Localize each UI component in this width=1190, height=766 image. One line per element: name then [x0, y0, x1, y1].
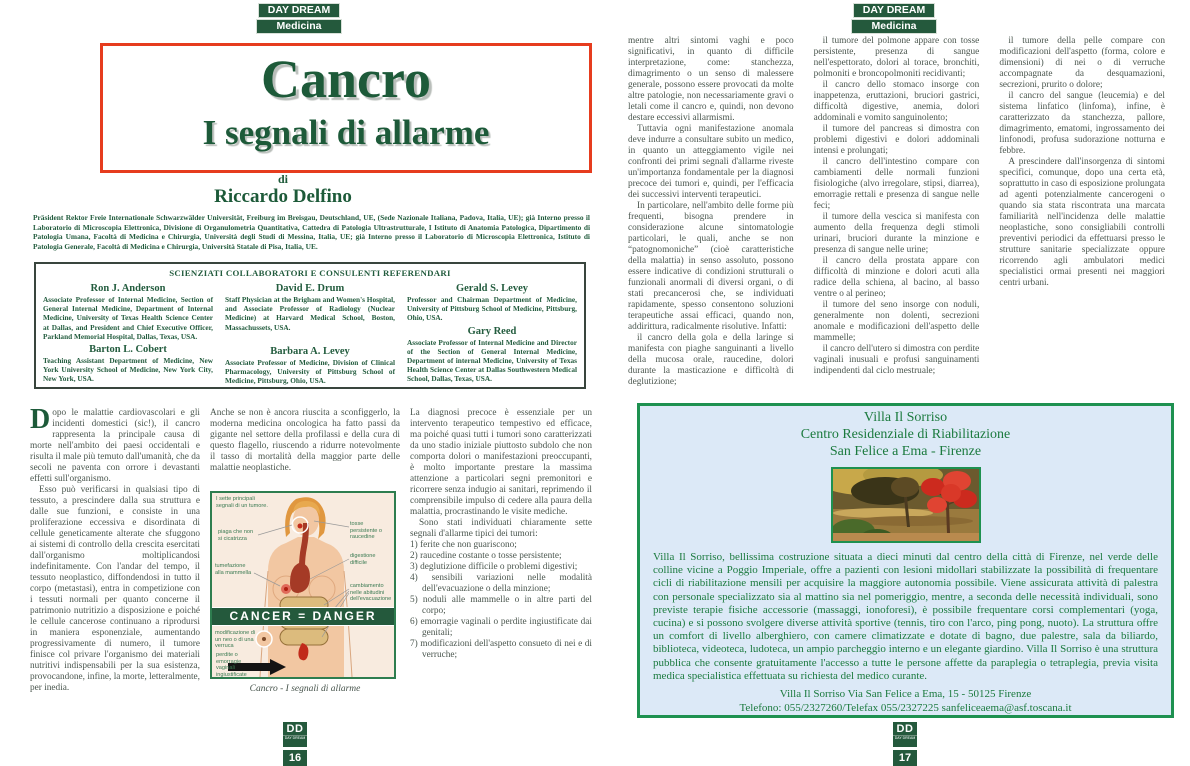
list-item: 3) deglutizione difficile o problemi digestivi; — [410, 562, 578, 572]
brand-badge: DAY DREAM — [853, 3, 935, 18]
scientist-name: Barbara A. Levey — [270, 345, 350, 357]
paragraph: In particolare, nell'ambito delle forme più frequenti, bisogna prendere in considerazione alcune sintomatologie particolari, le quali, anche se non “patognomoniche” (cioè caratteristiche della malattia) in senso assoluto, possono essere indicative di condizioni strutturali o funzionali anormali di diversi organi, o di stati precancerosi che, se individuati rapidamente, spesso consentono soluzioni terapeutiche assai efficaci, quando non, addirittura, radicalmente risolutive. Infatti: — [628, 201, 794, 332]
byline-prefix: di — [277, 172, 288, 186]
figure-title: I sette principali segnali di un tumore. — [216, 496, 268, 509]
paragraph: il tumore del pancreas si dimostra con problemi digestivi e dolori addominali intensi e prolungati; — [813, 124, 980, 156]
scientist-name: David E. Drum — [275, 283, 345, 294]
figure-label: modificazione di un neo o di una verruca — [215, 630, 256, 650]
author-name: Riccardo Delfino — [214, 186, 352, 207]
left-column-1 — [30, 404, 201, 735]
article-subtitle: I segnali di allarme — [202, 113, 490, 152]
right-page-footer — [893, 722, 917, 766]
figure-label: tosse persistente o raucedine — [350, 521, 383, 541]
scientist-desc: Associate Professor of Medicine, Division of Clinical Pharmacology, University of Pittsburg School of Medicine, Pittsburg, Ohio, USA. — [225, 357, 395, 386]
figure-caption: Cancro - I segnali di allarme — [249, 684, 361, 694]
paragraph: il cancro della prostata appare con difficoltà di minzione e dolori acuti alla radice della schiena, al bacino, al basso ventre o al perineo; — [813, 256, 980, 299]
paragraph: il cancro dello stomaco insorge con inappetenza, eruttazioni, bruciori gastrici, difficoltà digestive, anemia, dolori addominali e vomito sanguinolento; — [813, 80, 980, 123]
figure-label: piaga che non si cicatrizza — [218, 529, 254, 542]
brand-badge: DAY DREAM — [258, 3, 340, 18]
figure-label: cambiamento nelle abitudini dell'evacuazione — [350, 583, 392, 603]
villa-garden-photo — [831, 467, 981, 543]
section-badge: Medicina — [256, 19, 342, 34]
article-title: Cancro — [261, 49, 431, 109]
dd-logo-sub: DAY DREAM — [284, 736, 306, 740]
list-item: 2) raucedine costante o tosse persistente; — [410, 551, 562, 561]
scientists-box — [34, 262, 586, 389]
article-body-left — [30, 404, 592, 735]
paragraph: Anche se non è ancora riuscita a sconfiggerlo, la moderna medicina oncologica ha fatto passi da gigante nel settore della profilassi e della cura di questo flagello, riuscendo a ridurre notevolmente il tasso di mortalità della maggior parte delle malattie neoplastiche. — [210, 408, 400, 473]
figure-label: perdite o emorragie vaginali ingiustificate — [216, 652, 247, 678]
paragraph: Sono stati individuati chiaramente sette segnali d'allarme tipici dei tumori: — [410, 518, 592, 539]
paragraph: mentre altri sintomi vaghi e poco significativi, in quanto di difficile interpretazione, come: stanchezza, dimagrimento o un senso di malessere generale, possono essere provocati da molte altre patologie, non necessariamente gravi o letali come il cancro e, quindi, non devono destare eccessivi allarmismi. — [628, 36, 794, 123]
paragraph: Tuttavia ogni manifestazione anomala deve indurre a consultare subito un medico, in quanto un atteggiamento vigile nei confronti dei primi segnali d'allarme riveste un'importanza fondamentale per la diagnosi precoce dei tumori e, quindi, per l'efficacia dei successivi interventi terapeutici. — [628, 124, 794, 200]
list-item: 4) sensibili variazioni nelle modalità dell'evacuazione o della minzione; — [410, 573, 592, 594]
figure-label: digestione difficile — [350, 553, 376, 566]
list-item: 6) emorragie vaginali o perdite ingiustificate dai genitali; — [410, 617, 592, 638]
villa-title: Villa Il Sorriso — [863, 410, 948, 425]
paragraph: il cancro dell'intestino compare con cambiamenti delle normali funzioni fisiologiche (alvo irregolare, stipsi, diarrea), emorragie rettali e presenza di sangue nelle feci; — [813, 157, 980, 211]
paragraph: il cancro dell'utero si dimostra con perdite vaginali inusuali e profusi sanguinamenti indipendenti dal ciclo mestruale; — [813, 344, 980, 376]
villa-il-sorriso-ad — [637, 403, 1174, 718]
author-credentials: Präsident Rektor Freie Internationale Schwarzwälder Universität, Freiburg im Breisgau, Deutschland, UE, (Sede Nazionale Italiana, Padova, Italia, UE); già Interno presso il Laboratorio di Microscopia Elettronica, Divisione di Organulometria Quantitativa, Cattedra di Patologia Ultrastrutturale, I Istituto di Anatomia Patologica, Dipartimento di Patologia Umana, Facoltà di Medicina e Chirurgia, Università degli Studi di Messina, Italia, UE; già Interno presso il Laboratorio di Microscopia Elettronica, Istituto di Patologia Generale, Facoltà di Medicina e Chirurgia, Università Statale di Pisa, Italia, UE. — [33, 213, 590, 251]
scientists-header: SCIENZIATI COLLABORATORI E CONSULENTI REFERENDARI — [169, 268, 451, 278]
list-item: 7) modificazioni dell'aspetto consueto di nei e di verruche; — [410, 639, 592, 660]
villa-address: Villa Il Sorriso Via San Felice a Ema, 15 - 50125 Firenze — [779, 688, 1032, 701]
scientists-col-3 — [407, 280, 577, 385]
left-column-3 — [410, 408, 592, 735]
scientist-desc: Staff Physician at the Brigham and Women's Hospital, and Associate Professor of Radiology (Nuclear Medicine) at Harvard Medical School, Boston, Massachussets, USA. — [225, 295, 395, 332]
dd-logo-abbr: DD — [896, 723, 914, 735]
warning-signs-figure — [210, 491, 396, 679]
dropcap: D — [30, 404, 51, 435]
list-item: 1) ferite che non guariscono; — [410, 540, 517, 550]
left-column-2 — [210, 408, 400, 735]
scientist-desc: Professor and Chairman Department of Medicine, University of Pittsburg School of Medicine, Pittsburg, Ohio, USA. — [407, 295, 577, 323]
scientist-name: Barton L. Cobert — [89, 344, 167, 356]
article-title-box — [100, 43, 592, 173]
scientist-name: Ron J. Anderson — [90, 283, 166, 294]
paragraph: il tumore della vescica si manifesta con aumento della frequenza degli stimoli urinari, bruciori durante la minzione e presenza di sangue nelle urine; — [813, 212, 980, 255]
scientists-col-1 — [43, 280, 213, 385]
page-number: 17 — [893, 750, 917, 766]
villa-contacts: Telefono: 055/2327260/Telefax 055/2327225 sanfeliceaema@asf.toscana.it — [739, 701, 1072, 714]
dd-logo — [283, 722, 307, 747]
paragraph: A prescindere dall'insorgenza di sintomi specifici, comunque, dopo una certa età, soprattutto in caso di esposizione prolungata ad agenti potenzialmente cancerogeni o quando sia stata riscontrata una marcata familiarità nell'incidenza delle malattie neoplastiche, sono consigliabili controlli preventivi periodici da effettuarsi presso le strutture sanitarie specializzate oppure ricorrendo agli ambulatori medici specialistici ormai presenti nei maggiori centri urbani. — [999, 157, 1165, 288]
cancer-danger-banner: CANCER = DANGER — [212, 607, 394, 626]
paragraph: il cancro del sangue (leucemia) e del sistema linfatico (linfoma), infine, è caratterizzato da stanchezza, pallore, dimagrimento, ematomi, ingrossamento dei linfonodi, profusa sudorazione notturna e febbre. — [999, 91, 1165, 156]
left-page-footer — [283, 722, 307, 766]
paragraph: Esso può verificarsi in qualsiasi tipo di tessuto, a prescindere dalla sua struttura e dalle sue funzioni, e consiste in una proliferazione eccessiva e disordinata di cellule geneticamente alterate che sfuggono ai sistemi di controllo della crescita esercitati dall'organismo moltiplicandosi indefinitamente. Con l'andar del tempo, il tessuto neoplastico, diffondendosi in tutto il corpo (metastasi), entra in competizione con i tessuti normali per quanto concerne il patrimonio nutritizio a disposizione e poiché le cellule cancerose continuano a riprodursi in maniera esponenziale, aumentando progressivamente di numero, il tumore finisce col privare l'organismo dei materiali nutritivi indispensabili per la sua esistenza, provocandone, infine, la morte, letteralmente, per inedia. — [30, 485, 200, 693]
villa-location: San Felice a Ema - Firenze — [829, 444, 982, 459]
page-number: 16 — [283, 750, 307, 766]
paragraph: il tumore del seno insorge con noduli, generalmente non dolenti, secrezioni anomale e modificazioni dell'aspetto delle mammelle; — [813, 300, 980, 343]
paragraph: opo le malattie cardiovascolari e gli incidenti domestici (sic!), il cancro rappresenta la principale causa di morte nell'ambito dei paesi occidentali e risulta il male più temuto dall'umanità, che da secoli ne paventa con orrore i devastanti effetti sull'organismo. — [30, 408, 201, 484]
byline — [28, 172, 538, 208]
scientists-col-2 — [225, 280, 395, 385]
dd-logo-abbr: DD — [286, 723, 304, 735]
villa-description: Villa Il Sorriso, bellissima costruzione situata a dieci minuti dal centro della città di Firenze, nel verde delle colline vicine a Poggio Imperiale, offre a pazienti con lesioni midollari stabilizzate la possibilità di frequentare cicli di riabilitazione mensili per acquisire la maggiore autonomia possibile. Viene assicurata attività di palestra con personale specializzato sia al mattino sia nel pomeriggio, mentre, a seconda delle necessità individuali, sono previste terapie fisiche accessorie (massaggi, ionoforesi), è possibile frequentare corsi complementari (yoga, cucina) e si possono svolgere diverse attività sportive (tennis, tiro con l'arco, ping pong, nuoto). La struttura offre un comfort di livello alberghiero, con camere climatizzate e dotate di bagno, due palestre, sala da biliardo, biblioteca, videoteca, ludoteca, un ampio parcheggio interno e un elegante giardino. Villa Il Sorriso è una struttura pubblica che consente gratuitamente l'accesso a tutte le persone affette da paraplegia o tetraplegia, previa visita medica specialistica effettuata su richiesta del medico curante. — [653, 551, 1158, 682]
figure-label: tumefazione alla mammella — [215, 563, 252, 576]
dd-logo-sub: DAY DREAM — [894, 736, 916, 740]
right-page — [610, 0, 1190, 766]
paragraph: il tumore del polmone appare con tosse persistente, presenza di sangue nell'espettorato, dolori al torace, bronchiti, polmoniti e broncopolmoniti recidivanti; — [813, 36, 980, 79]
villa-subtitle: Centro Residenziale di Riabilitazione — [800, 427, 1011, 442]
paragraph: il tumore della pelle compare con modificazioni dell'aspetto (forma, colore e dimensioni) di nei o di verruche accompagnate da desquamazioni, secrezioni, prurito o dolore; — [999, 36, 1165, 90]
scientist-name: Gary Reed — [467, 325, 517, 337]
list-item: 5) noduli alle mammelle o in altre parti del corpo; — [410, 595, 592, 616]
scientist-name: Gerald S. Levey — [455, 283, 529, 294]
section-badge: Medicina — [851, 19, 937, 34]
scientist-desc: Teaching Assistant Department of Medicine, New York University School of Medicine, New York City, New York, USA. — [43, 356, 213, 384]
scientist-desc: Associate Professor of Internal Medicine and Director of the Section of General Internal Medicine, Department of internal Medicine, University of Texas Health Science Center at Dallas Southwestern Medical School, Dallas, Texas, USA. — [407, 337, 577, 384]
scientist-desc: Associate Professor of Internal Medicine, Section of General Internal Medicine, Department of Internal Medicine, University of Texas Health Science Center at Dallas, and President and Chief Executive Officer, Parkland Memorial Hospital, Dallas, Texas, USA. — [43, 295, 213, 341]
dd-logo — [893, 722, 917, 747]
article-body-right — [628, 36, 1165, 396]
paragraph: La diagnosi precoce è essenziale per un intervento terapeutico tempestivo ed efficace, ma poiché quasi tutti i tumori sono caratterizzati da uno stadio iniziale piuttosto subdolo che non comporta dolori o manifestazioni preoccupanti, è molto importante prestare la massima attenzione a particolari segni premonitori e ricorrere senza indugio ai sanitari, reprimendo il comprensibile impulso di cedere alla paura della malattia, procrastinando le visite mediche. — [410, 408, 592, 517]
paragraph: il cancro della gola e della laringe si manifesta con piaghe sanguinanti a livello della mucosa orale, raucedine, dolori durante la masticazione e difficoltà di deglutizione; — [628, 333, 794, 387]
